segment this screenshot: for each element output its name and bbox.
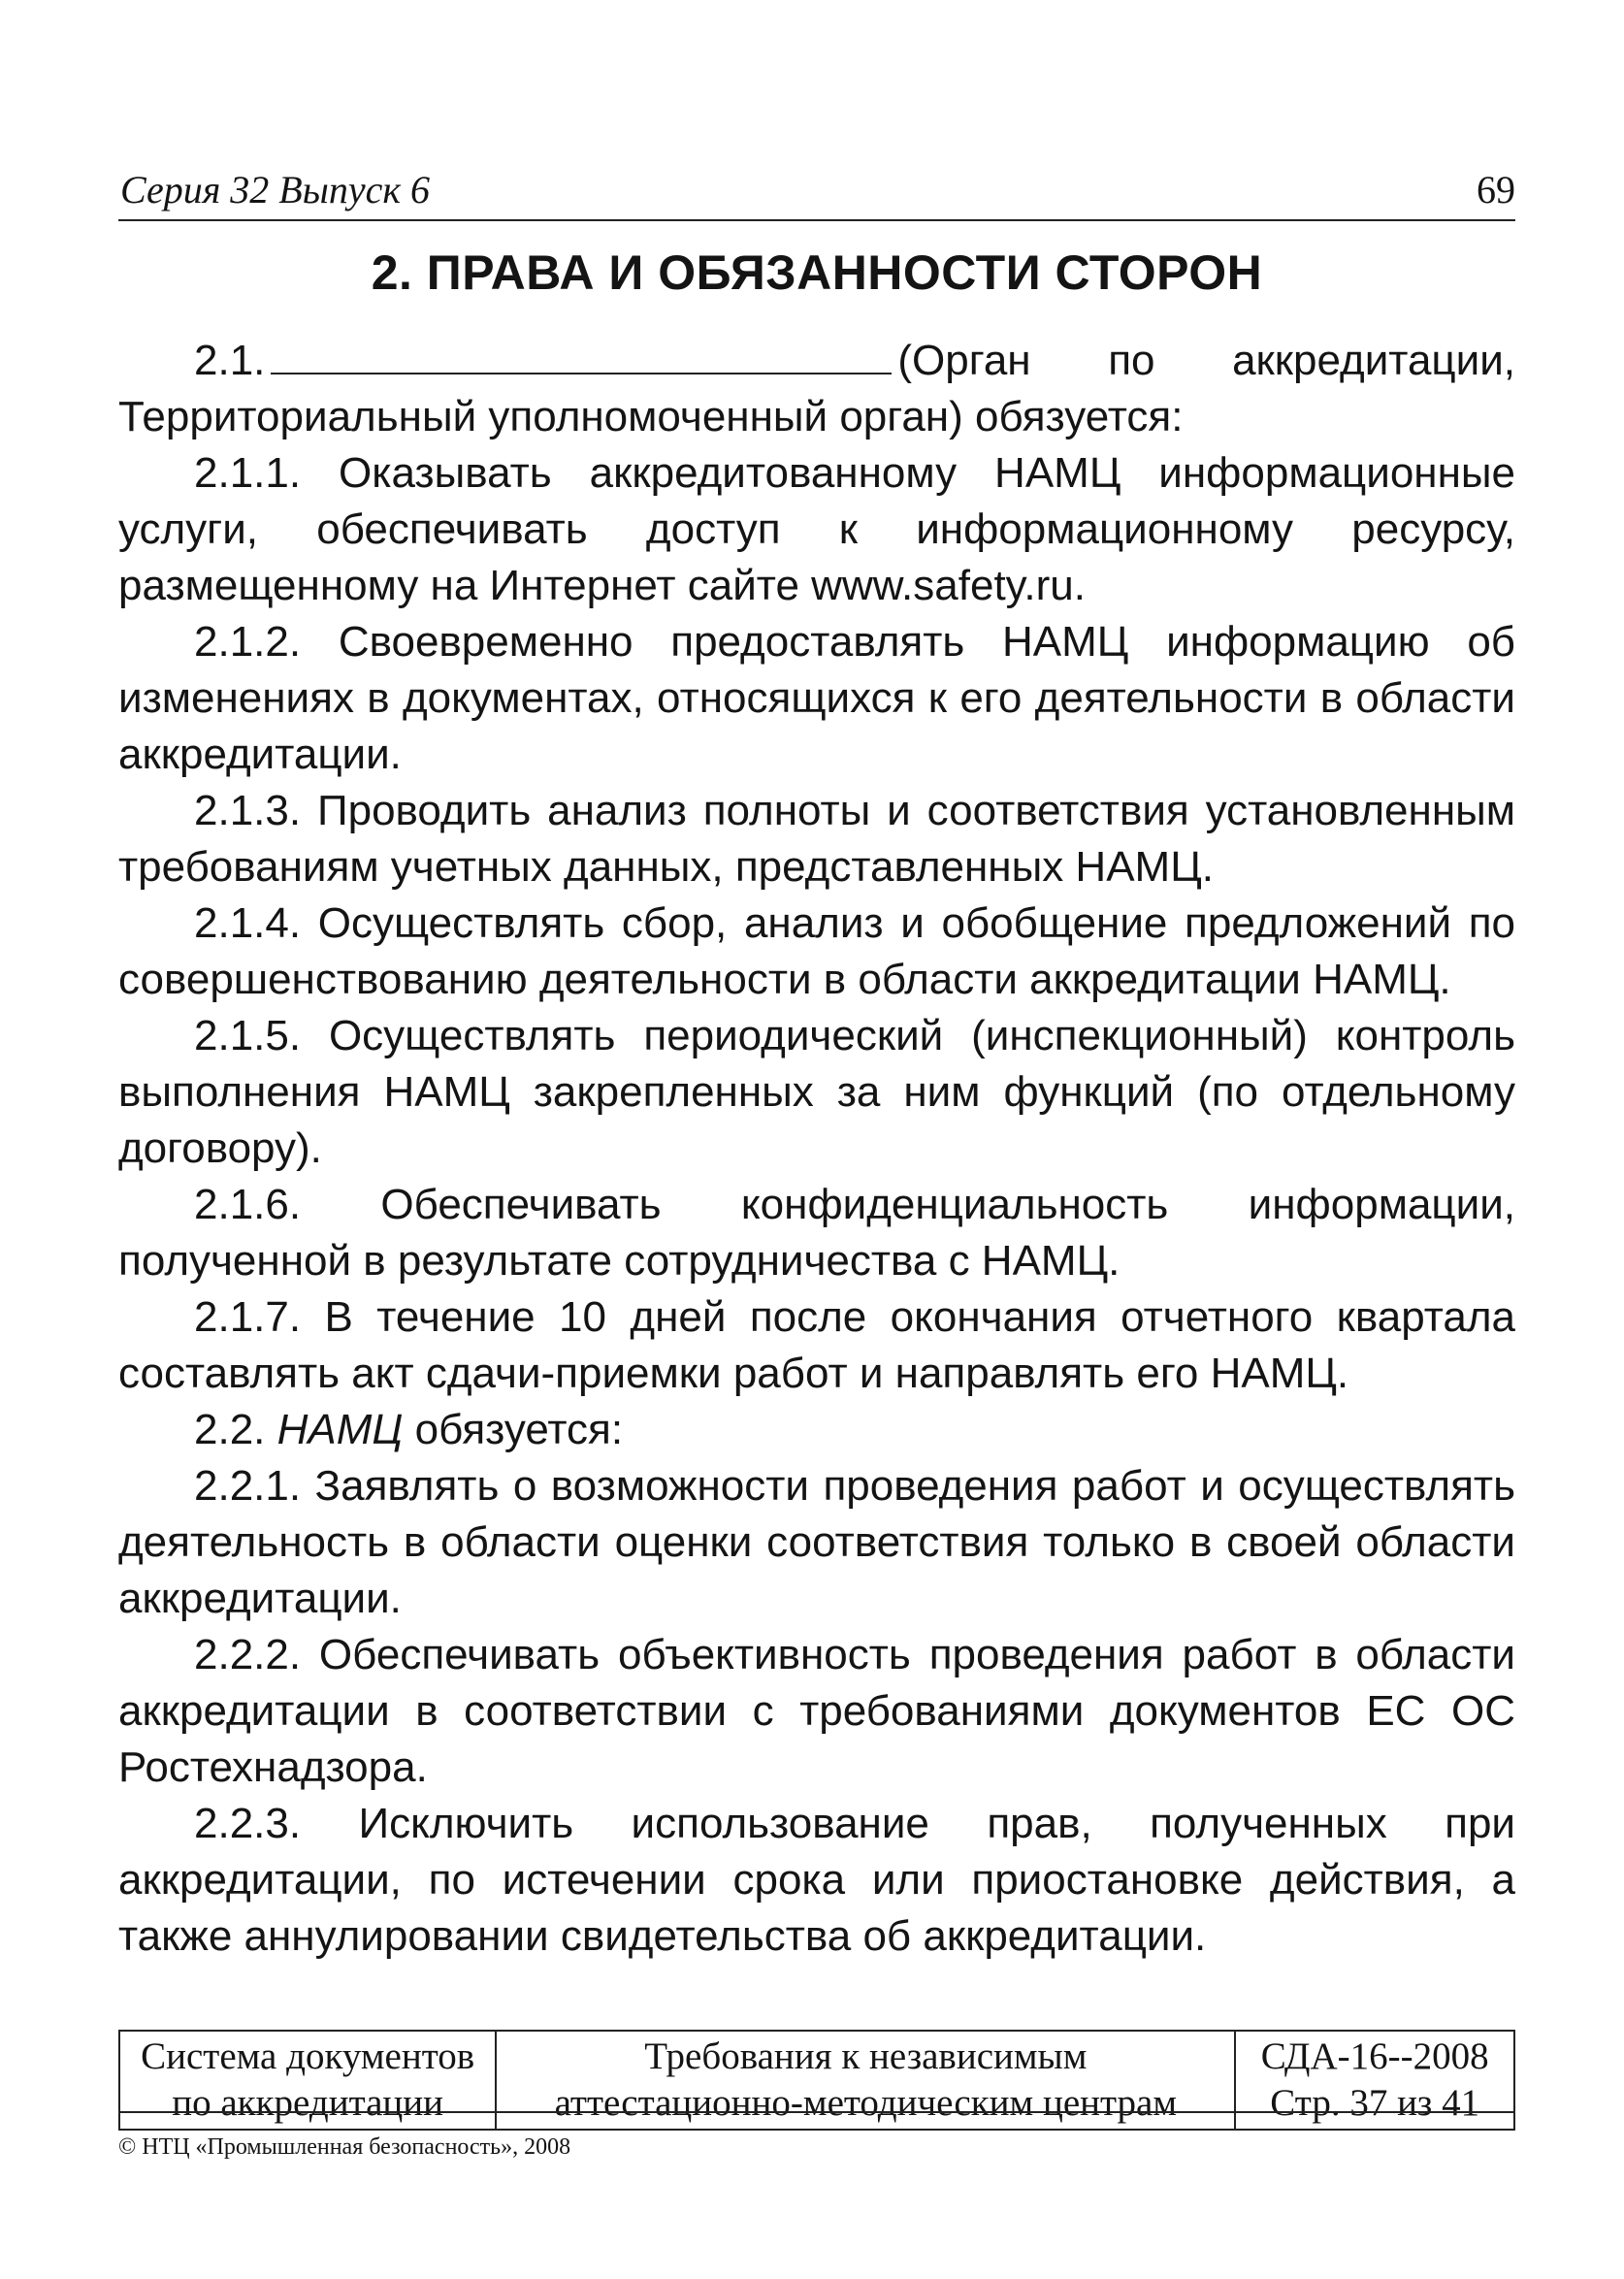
doc-title-line2: аттестационно-методическим центрам [554,2082,1178,2124]
document-info-table [118,2030,1515,2131]
paragraph-2-1-7: 2.1.7. В течение 10 дней после окончания отчетного квартала составлять акт сдачи-приемки работ и направлять его НАМЦ. [118,1293,1515,1397]
doc-code-cell [1235,2031,1514,2130]
paragraph-number: 2.2. [194,1406,266,1453]
page-number: 69 [1477,168,1515,212]
doc-system-cell [119,2031,496,2130]
paragraph-2-2-2: 2.2.2. Обеспечивать объективность проведения работ в области аккредитации в соответствии с требованиями документов ЕС ОС Ростехнадзора. [118,1631,1515,1791]
doc-page-count: Стр. 37 из 41 [1270,2082,1480,2124]
paragraph-number: 2.1. [194,337,266,384]
doc-code: СДА-16--2008 [1260,2035,1489,2077]
paragraph-2-2-1: 2.2.1. Заявлять о возможности проведения работ и осуществлять деятельность в области оценки соответствия только в своей области аккредитации. [118,1462,1515,1622]
paragraph-2-2-3: 2.2.3. Исключить использование прав, полученных при аккредитации, по истечении срока или приостановке действия, а также аннулировании свидетельства об аккредитации. [118,1800,1515,1960]
paragraph-text: (Орган по аккредитации, Территориальный уполномоченный орган) обязуется: [118,337,1515,440]
paragraph-2-1-5: 2.1.5. Осуществлять периодический (инспекционный) контроль выполнения НАМЦ закрепленных за ним функций (по отдельному договору). [118,1012,1515,1172]
paragraph-2-1-3: 2.1.3. Проводить анализ полноты и соответствия установленным требованиям учетных данных, представленных НАМЦ. [118,787,1515,891]
doc-title-line1: Требования к независимым [644,2035,1088,2077]
footer-divider [118,2111,1515,2113]
document-body [118,332,1515,1965]
paragraph-text: обязуется: [414,1406,624,1453]
paragraph-2-1-4: 2.1.4. Осуществлять сбор, анализ и обобщение предложений по совершенствованию деятельности в области аккредитации НАМЦ. [118,899,1515,1003]
doc-system-line1: Система документов [141,2035,475,2077]
series-label: Серия 32 Выпуск 6 [120,168,431,212]
paragraph-2-1 [118,332,1515,445]
paragraph-2-2 [118,1402,1515,1458]
doc-title-cell [496,2031,1235,2130]
table-row [119,2031,1514,2130]
paragraph-2-1-2: 2.1.2. Своевременно предоставлять НАМЦ информацию об изменениях в документах, относящихся к его деятельности в области аккредитации. [118,618,1515,778]
paragraph-2-1-6: 2.1.6. Обеспечивать конфиденциальность информации, полученной в результате сотрудничества с НАМЦ. [118,1181,1515,1285]
paragraph-subject: НАМЦ [276,1406,404,1453]
section-title: 2. ПРАВА И ОБЯЗАННОСТИ СТОРОН [371,245,1263,300]
page-header [118,165,1515,221]
footer-copyright: © НТЦ «Промышленная безопасность», 2008 [118,2134,571,2160]
paragraph-2-1-1: 2.1.1. Оказывать аккредитованному НАМЦ информационные услуги, обеспечивать доступ к информационному ресурсу, размещенному на Интернет сайте www.safety.ru. [118,449,1515,609]
blank-fill-line [271,332,892,374]
doc-system-line2: по аккредитации [172,2082,444,2124]
